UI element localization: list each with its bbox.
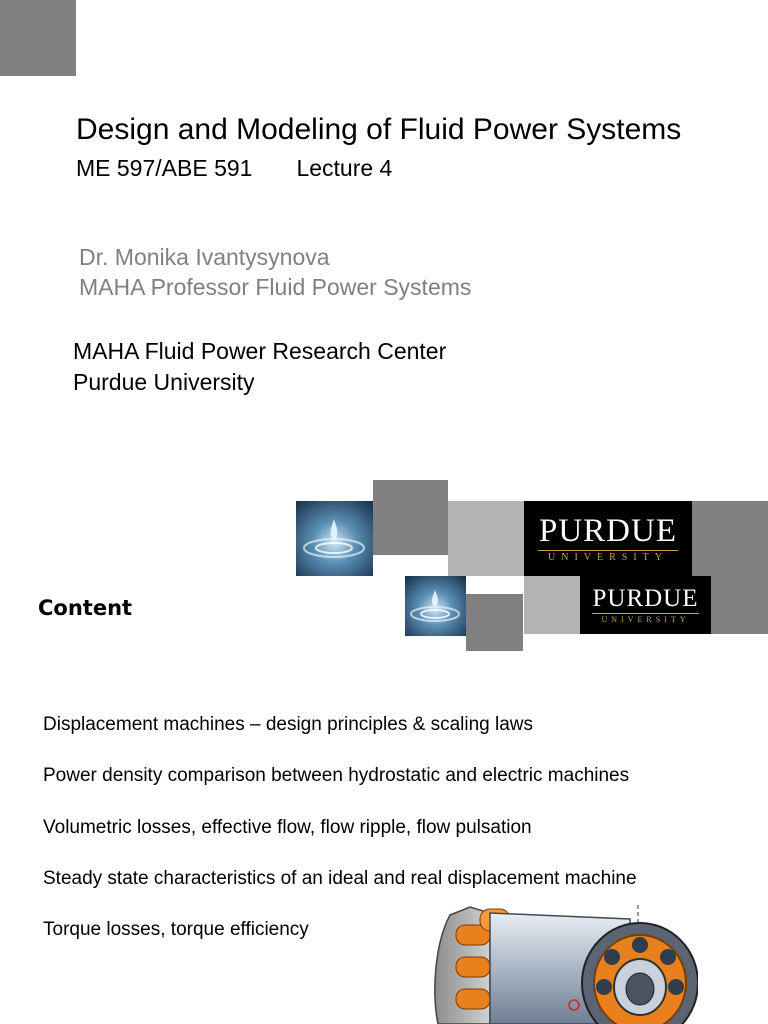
purdue-logo-small bbox=[580, 576, 711, 634]
mosaic-dark-square-top bbox=[373, 480, 448, 555]
corner-gray-square bbox=[0, 0, 76, 76]
slide-title: Design and Modeling of Fluid Power Systems bbox=[76, 113, 682, 146]
mosaic-light-square-mid bbox=[448, 501, 524, 576]
course-code: ME 597/ABE 591 bbox=[76, 155, 253, 181]
list-item: Torque losses, torque efficiency bbox=[43, 919, 309, 941]
author-name: Dr. Monika Ivantysynova bbox=[79, 244, 330, 270]
university-name: Purdue University bbox=[73, 369, 255, 395]
logo-subtext: UNIVERSITY bbox=[548, 552, 668, 563]
water-drop-image bbox=[296, 501, 373, 576]
purdue-logo-large bbox=[524, 501, 692, 576]
list-item: Steady state characteristics of an ideal and real displacement machine bbox=[43, 867, 637, 889]
lecture-number: Lecture 4 bbox=[296, 155, 393, 181]
mosaic-dark-square-bottom bbox=[466, 594, 523, 651]
logo-wordmark-small: PURDUE bbox=[592, 585, 699, 612]
logo-wordmark: PURDUE bbox=[538, 513, 678, 549]
author-block bbox=[79, 242, 471, 302]
logo-subtext-small: UNIVERSITY bbox=[601, 615, 690, 624]
water-drop-image-small bbox=[405, 576, 466, 636]
affiliation-block bbox=[73, 336, 446, 398]
pump-cutaway-image bbox=[430, 905, 698, 1024]
mosaic-light-square-low bbox=[524, 576, 581, 634]
course-line bbox=[76, 155, 392, 182]
center-name: MAHA Fluid Power Research Center bbox=[73, 338, 447, 364]
content-heading: Content bbox=[38, 596, 133, 620]
author-role: MAHA Professor Fluid Power Systems bbox=[79, 274, 472, 300]
list-item: Power density comparison between hydrostatic and electric machines bbox=[43, 765, 630, 787]
list-item: Displacement machines – design principles & scaling laws bbox=[43, 714, 534, 735]
list-item: Volumetric losses, effective flow, flow ripple, flow pulsation bbox=[43, 816, 532, 838]
